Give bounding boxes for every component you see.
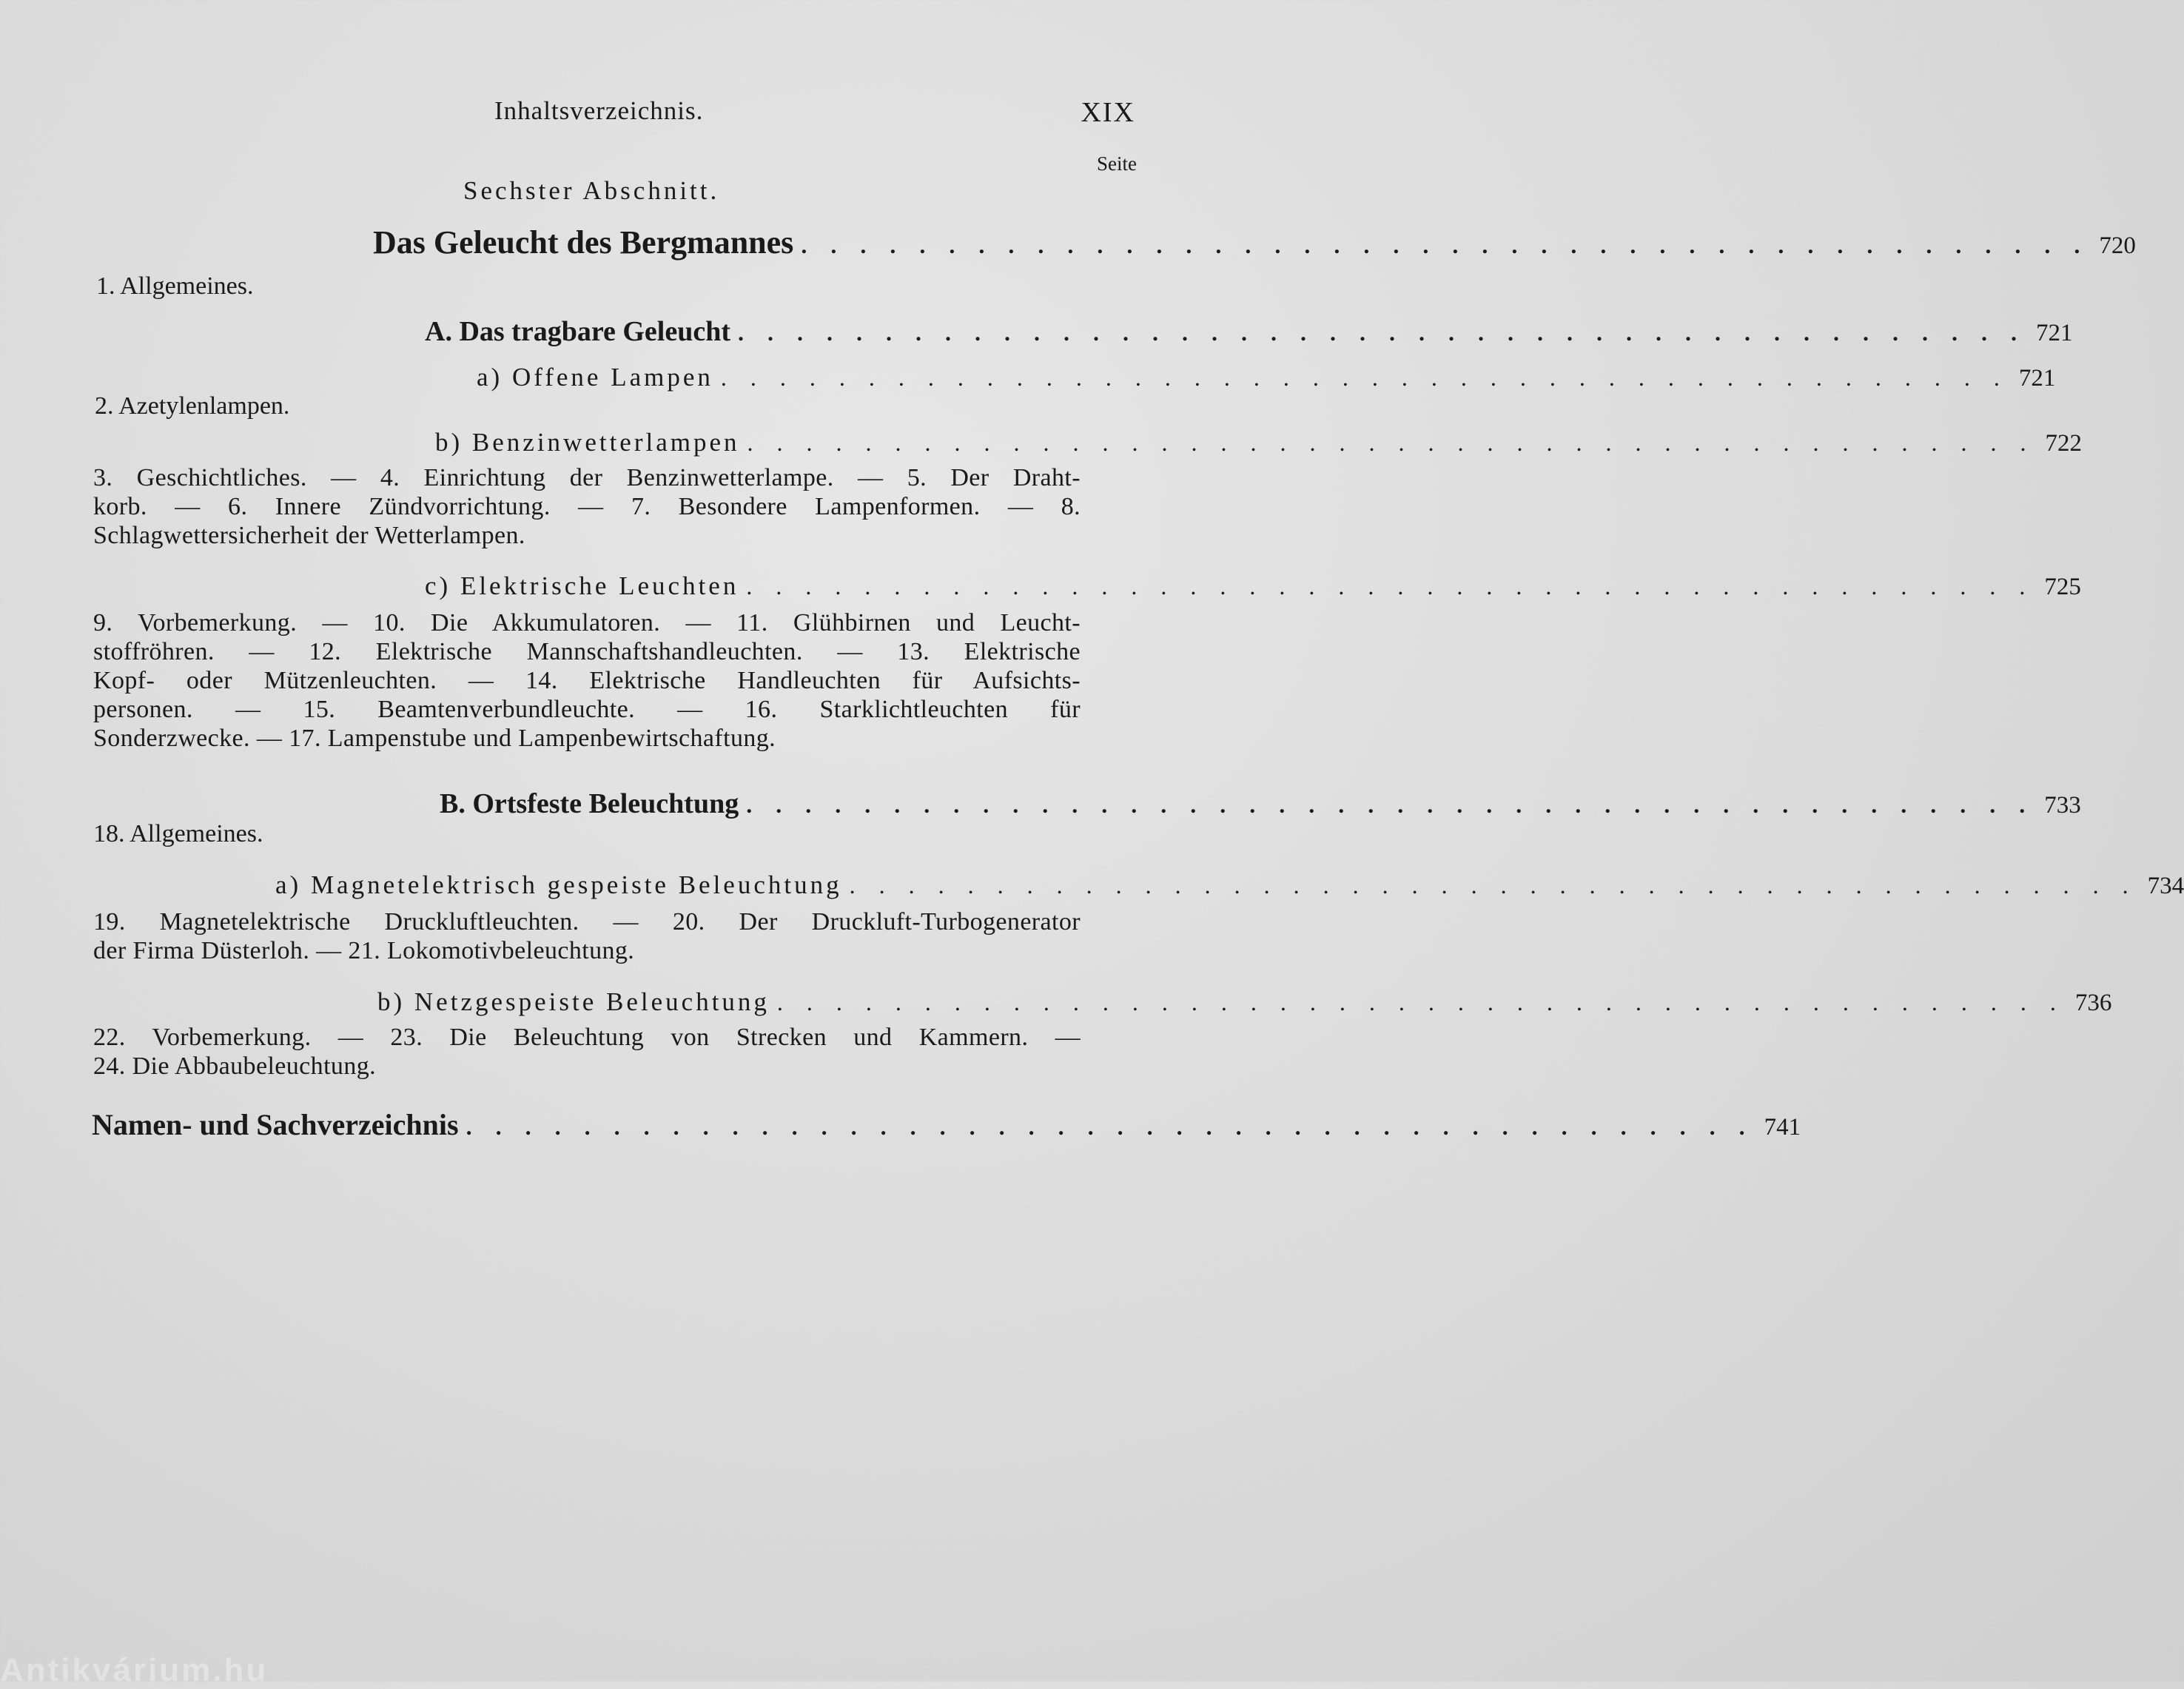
toc-entry-b-ortsfest[interactable]	[440, 788, 2081, 820]
description-line: der Firma Düsterloh. — 21. Lokomotivbeleuchtung.	[93, 937, 635, 964]
toc-description: 18. Allgemeines.	[93, 820, 263, 847]
description-line: 9. Vorbemerkung. — 10. Die Akkumulatoren. — 11. Glühbirnen und Leucht-	[93, 609, 1081, 637]
dot-leader: . . . . . . . . . . . . . . . . . . . . . . . . . . . . . . . . . . . . . . . . . . . .	[738, 319, 2026, 346]
dot-leader: . . . . . . . . . . . . . . . . . . . . . . . . . . . . . . . . . . . . . . . . . . . .	[466, 1113, 1754, 1140]
dot-leader: . . . . . . . . . . . . . . . . . . . . . . . . . . . . . . . . . . . . . . . . . . . .	[746, 573, 2035, 600]
description-line: Schlagwettersicherheit der Wetterlampen.	[93, 522, 525, 549]
toc-entry-label: a) Offene Lampen	[477, 363, 713, 392]
toc-entry-benzinwetterlampen[interactable]	[435, 428, 2083, 457]
toc-entry-label: a) Magnetelektrisch gespeiste Beleuchtung	[275, 870, 842, 899]
toc-entry-label: Das Geleucht des Bergmannes	[373, 224, 794, 261]
description-line: Kopf- oder Mützenleuchten. — 14. Elektrische Handleuchten für Aufsichts-	[93, 667, 1081, 694]
toc-entry-page: 741	[1764, 1114, 1801, 1141]
dot-leader: . . . . . . . . . . . . . . . . . . . . . . . . . . . . . . . . . . . . . . . . . . . .	[720, 364, 2009, 391]
description-line: stoffröhren. — 12. Elektrische Mannschaftshandleuchten. — 13. Elektrische	[93, 638, 1081, 665]
description-line: 3. Geschichtliches. — 4. Einrichtung der Benzinwetterlampe. — 5. Der Draht-	[93, 464, 1081, 491]
page-number-roman: XIX	[1081, 97, 1135, 128]
description-line: 22. Vorbemerkung. — 23. Die Beleuchtung von Strecken und Kammern. —	[93, 1024, 1081, 1051]
toc-description-netz	[93, 1023, 1081, 1081]
dot-leader: . . . . . . . . . . . . . . . . . . . . . . . . . . . . . . . . . . . . . . . . . . . .	[801, 232, 2089, 258]
toc-entry-page: 721	[2018, 365, 2056, 392]
toc-description-magnet	[93, 907, 1081, 965]
toc-entry-offene-lampen[interactable]	[477, 363, 2056, 392]
description-line: 19. Magnetelektrische Druckluftleuchten. — 20. Der Druckluft-Turbogenerator	[93, 908, 1081, 936]
toc-entry-label: b) Benzinwetterlampen	[435, 428, 740, 457]
toc-entry-label: b) Netzgespeiste Beleuchtung	[377, 987, 770, 1016]
toc-entry-page: 720	[2099, 232, 2136, 259]
toc-entry-label: B. Ortsfeste Beleuchtung	[440, 788, 739, 819]
section-heading: Sechster Abschnitt.	[463, 176, 720, 205]
description-line: personen. — 15. Beamtenverbundleuchte. — 16. Starklichtleuchten für	[93, 696, 1081, 723]
toc-entry-elektrische-leuchten[interactable]	[425, 571, 2081, 601]
running-header-title: Inhaltsverzeichnis.	[494, 96, 704, 125]
toc-entry-page: 722	[2045, 430, 2083, 457]
dot-leader: . . . . . . . . . . . . . . . . . . . . . . . . . . . . . . . . . . . . . . . . . . . .	[849, 872, 2137, 899]
toc-description-benzin	[93, 463, 1081, 550]
toc-entry-a-tragbar[interactable]	[425, 315, 2073, 348]
description-line: 24. Die Abbaubeleuchtung.	[93, 1052, 377, 1080]
dot-leader: . . . . . . . . . . . . . . . . . . . . . . . . . . . . . . . . . . . . . . . . . . . .	[776, 989, 2065, 1015]
dot-leader: . . . . . . . . . . . . . . . . . . . . . . . . . . . . . . . . . . . . . . . . . . . .	[747, 429, 2035, 456]
dot-leader: . . . . . . . . . . . . . . . . . . . . . . . . . . . . . . . . . . . . . . . . . . . .	[746, 791, 2035, 818]
seite-column-label: Seite	[1097, 152, 1137, 175]
toc-entry-page: 721	[2036, 320, 2073, 346]
toc-entry-label: Namen- und Sachverzeichnis	[92, 1108, 459, 1141]
description-line: korb. — 6. Innere Zündvorrichtung. — 7. Besondere Lampenformen. — 8.	[93, 493, 1081, 520]
toc-entry-page: 733	[2044, 792, 2081, 819]
toc-entry-label: c) Elektrische Leuchten	[425, 571, 739, 600]
toc-description: 2. Azetylenlampen.	[95, 392, 290, 420]
description-line: Sonderzwecke. — 17. Lampenstube und Lampenbewirtschaftung.	[93, 725, 776, 752]
toc-entry-page: 736	[2074, 990, 2112, 1016]
toc-entry-page: 725	[2044, 574, 2081, 600]
toc-entry-label: A. Das tragbare Geleucht	[425, 316, 731, 347]
toc-entry-page: 734	[2147, 873, 2184, 899]
toc-entry-netzgespeist[interactable]	[377, 987, 2112, 1017]
toc-description: 1. Allgemeines.	[96, 272, 254, 300]
toc-entry-magnetelektrisch[interactable]	[275, 870, 2184, 900]
toc-description-elektrisch	[93, 608, 1081, 753]
toc-entry-register[interactable]	[92, 1107, 1801, 1142]
toc-entry-main-title[interactable]	[373, 224, 2136, 261]
watermark-text: Antikvárium.hu	[0, 1652, 269, 1688]
